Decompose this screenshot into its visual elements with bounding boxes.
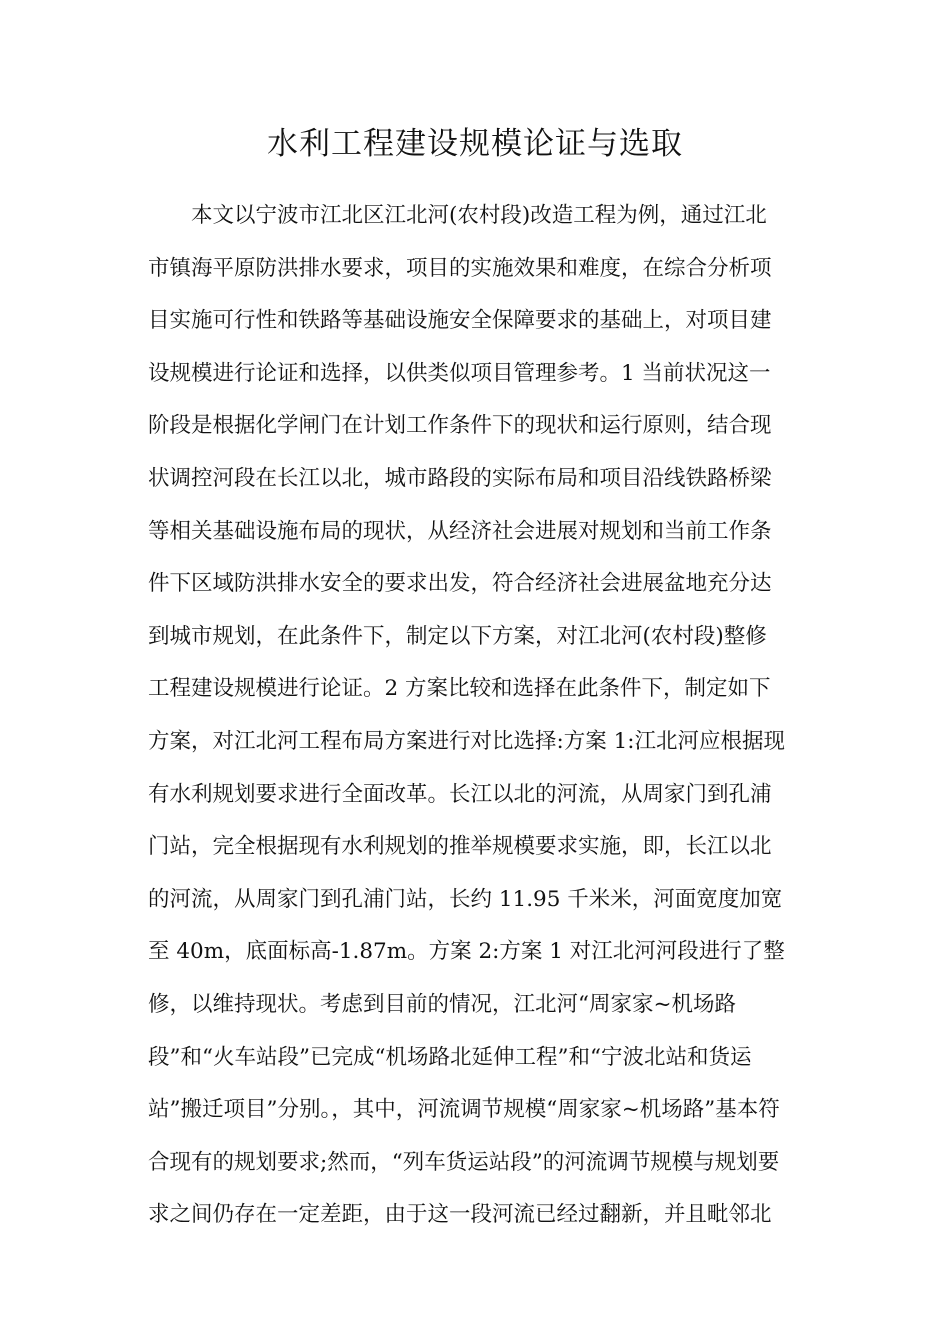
body-line: 方案，对江北河工程布局方案进行对比选择:方案 1:江北河应根据现: [148, 728, 786, 754]
body-line: 工程建设规模进行论证。2 方案比较和选择在此条件下，制定如下: [148, 676, 771, 702]
body-line: 目实施可行性和铁路等基础设施安全保障要求的基础上，对项目建: [148, 308, 772, 334]
body-line: 有水利规划要求进行全面改革。长江以北的河流，从周家门到孔浦: [148, 781, 772, 807]
body-line: 修，以维持现状。考虑到目前的情况，江北河“周家家~机场路: [148, 991, 737, 1017]
body-line: 件下区域防洪排水安全的要求出发，符合经济社会进展盆地充分达: [148, 571, 772, 597]
document-title: 水利工程建设规模论证与选取: [267, 126, 683, 162]
body-line: 至 40m，底面标高-1.87m。方案 2:方案 1 对江北河河段进行了整: [148, 939, 785, 965]
body-line: 状调控河段在长江以北，城市路段的实际布局和项目沿线铁路桥梁: [148, 465, 772, 491]
body-line: 门站，完全根据现有水利规划的推举规模要求实施，即，长江以北: [148, 834, 772, 860]
body-line: 等相关基础设施布局的现状，从经济社会进展对规划和当前工作条: [148, 518, 772, 544]
body-line: 的河流，从周家门到孔浦门站，长约 11.95 千米米，河面宽度加宽: [148, 886, 783, 912]
body-line: 合现有的规划要求;然而，“列车货运站段”的河流调节规模与规划要: [148, 1149, 780, 1175]
body-line: 段”和“火车站段”已完成“机场路北延伸工程”和“宁波北站和货运: [148, 1044, 752, 1070]
document-body: [148, 196, 808, 1248]
body-line: 本文以宁波市江北区江北河(农村段)改造工程为例，通过江北: [191, 203, 767, 228]
body-line: 站”搬迁项目”分别。，其中，河流调节规模“周家家~机场路”基本符: [148, 1097, 780, 1123]
body-line: 求之间仍存在一定差距，由于这一段河流已经过翻新，并且毗邻北: [148, 1202, 772, 1228]
body-line: 阶段是根据化学闸门在计划工作条件下的现状和运行原则，结合现: [148, 413, 772, 439]
body-line: 设规模进行论证和选择，以供类似项目管理参考。1 当前状况这一: [148, 360, 771, 386]
body-line: 到城市规划，在此条件下，制定以下方案，对江北河(农村段)整修: [148, 623, 767, 649]
body-line: 市镇海平原防洪排水要求，项目的实施效果和难度，在综合分析项: [148, 255, 772, 281]
